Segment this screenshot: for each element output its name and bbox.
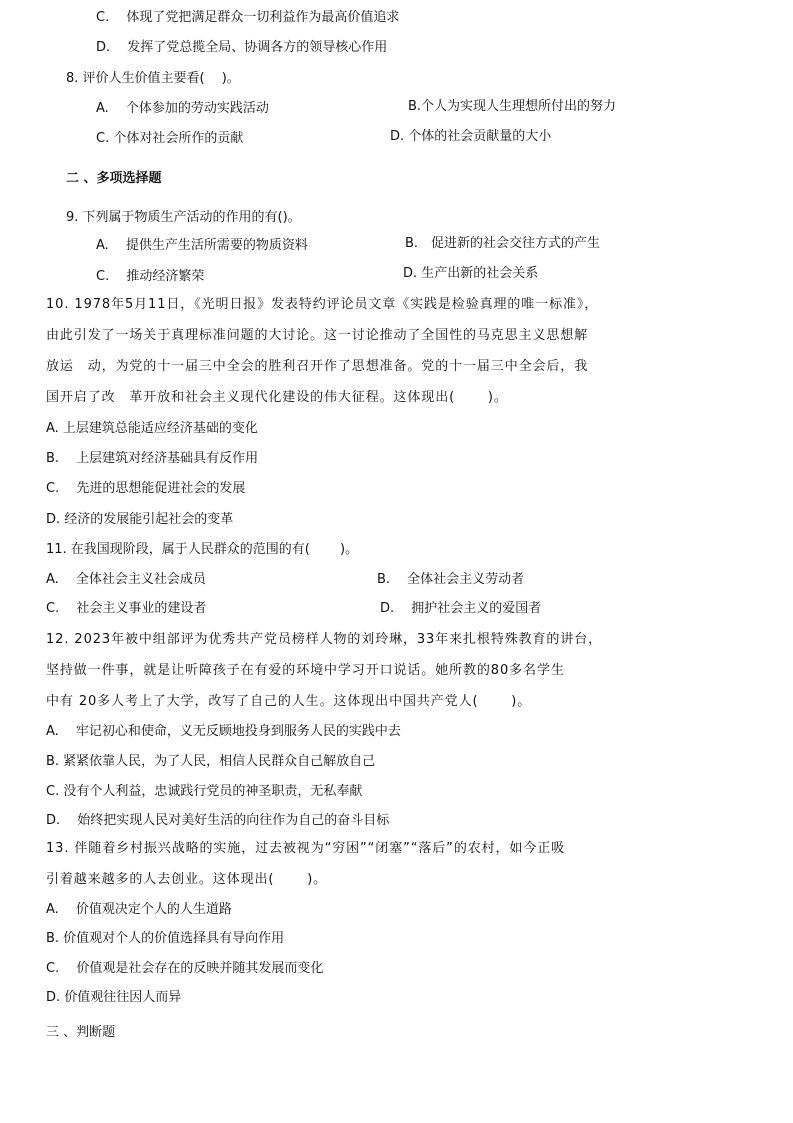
q8-option-a: A. 个体参加的劳动实践活动 [96, 101, 269, 116]
q10-option-c: C. 先进的思想能促进社会的发展 [46, 481, 246, 496]
q12-stem-line-1: 12. 2023年被中组部评为优秀共产党员榜样人物的刘玲琳，33年来扎根特殊教育的讲台， [46, 632, 603, 647]
q11-option-b: B. 全体社会主义劳动者 [377, 572, 525, 587]
q8-option-d: D. 个体的社会贡献量的大小 [390, 129, 552, 144]
q7-option-d: D. 发挥了党总揽全局、协调各方的领导核心作用 [96, 40, 388, 55]
q10-option-a: A. 上层建筑总能适应经济基础的变化 [46, 421, 258, 436]
q9-option-c: C. 推动经济繁荣 [96, 269, 205, 284]
q11-option-d: D. 拥护社会主义的爱国者 [380, 601, 542, 616]
q9-stem: 9. 下列属于物质生产活动的作用的有()。 [66, 210, 301, 225]
q8-option-b: B.个人为实现人生理想所付出的努力 [408, 99, 617, 114]
section-3-title: 三 、判断题 [46, 1025, 116, 1040]
q11-stem: 11. 在我国现阶段，属于人民群众的范围的有( )。 [46, 542, 359, 557]
q8-option-c: C. 个体对社会所作的贡献 [96, 131, 244, 146]
q13-stem-line-1: 13. 伴随着乡村振兴战略的实施，过去被视为“穷困”“闭塞”“落后”的农村，如今正吸 [46, 841, 566, 856]
q13-option-a: A. 价值观决定个人的人生道路 [46, 902, 232, 917]
q10-stem-line-1: 10. 1978年5月11日，《光明日报》发表特约评论员文章《实践是检验真理的唯一标准》， [46, 297, 599, 312]
q13-option-c: C. 价值观是社会存在的反映并随其发展而变化 [46, 961, 324, 976]
q12-option-d: D. 始终把实现人民对美好生活的向往作为自己的奋斗目标 [46, 813, 390, 828]
q7-option-c: C. 体现了党把满足群众一切利益作为最高价值追求 [96, 10, 400, 25]
q10-option-d: D. 经济的发展能引起社会的变革 [46, 512, 234, 527]
q12-option-b: B. 紧紧依靠人民，为了人民，相信人民群众自己解放自己 [46, 754, 376, 769]
q9-option-d: D. 生产出新的社会关系 [403, 266, 539, 281]
q10-stem-line-2: 由此引发了一场关于真理标准问题的大讨论。这一讨论推动了全国性的马克思主义思想解 [46, 328, 589, 343]
q13-option-d: D. 价值观往往因人而异 [46, 990, 182, 1005]
q12-option-c: C. 没有个人利益，忠诚践行党员的神圣职责，无私奉献 [46, 784, 363, 799]
q8-stem: 8. 评价人生价值主要看( )。 [66, 71, 240, 86]
section-2-title: 二 、多项选择题 [66, 171, 162, 186]
q12-stem-line-2: 坚持做一件事，就是让听障孩子在有爱的环境中学习开口说话。她所教的80多名学生 [46, 663, 565, 678]
q10-stem-line-3: 放运 动，为党的十一届三中全会的胜利召开作了思想准备。党的十一届三中全会后，我 [46, 359, 589, 374]
q10-option-b: B. 上层建筑对经济基础具有反作用 [46, 451, 259, 466]
q11-option-a: A. 全体社会主义社会成员 [46, 572, 206, 587]
q9-option-b: B. 促进新的社会交往方式的产生 [405, 236, 601, 251]
q9-option-a: A. 提供生产生活所需要的物质资料 [96, 238, 308, 253]
q12-option-a: A. 牢记初心和使命，义无反顾地投身到服务人民的实践中去 [46, 724, 401, 739]
q11-option-c: C. 社会主义事业的建设者 [46, 601, 207, 616]
q12-stem-line-3: 中有 20多人考上了大学，改写了自己的人生。这体现出中国共产党人( )。 [46, 694, 532, 709]
q13-option-b: B. 价值观对个人的价值选择具有导向作用 [46, 931, 285, 946]
q13-stem-line-2: 引着越来越多的人去创业。这体现出( )。 [46, 872, 328, 887]
q10-stem-line-4: 国开启了改 革开放和社会主义现代化建设的伟大征程。这体现出( )。 [46, 390, 508, 405]
